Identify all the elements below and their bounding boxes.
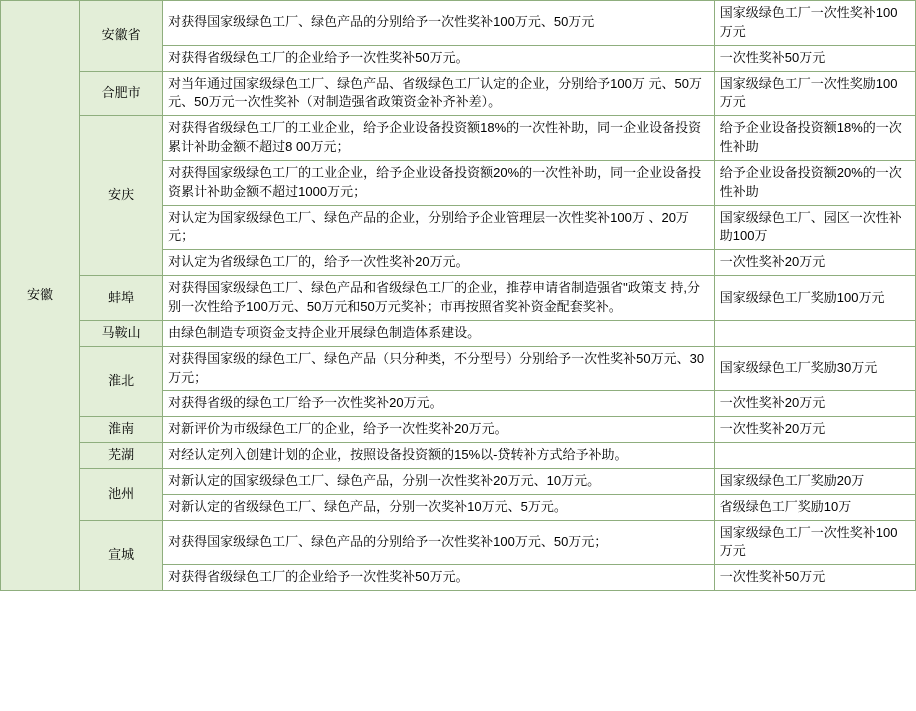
- summary-cell: 国家级绿色工厂一次性奖励100万元: [714, 71, 915, 116]
- table-row: [1, 417, 916, 443]
- city-cell: 宣城: [80, 520, 163, 591]
- summary-cell: 一次性奖补50万元: [714, 45, 915, 71]
- detail-cell: 对获得国家级绿色工厂、绿色产品和省级绿色工厂的企业，推荐申请省制造强省"政策支 持,分别一次性给予100万元、50万元和50万元奖补；市再按照省奖补资金配套奖补。: [163, 276, 715, 321]
- table-row: [1, 1, 916, 46]
- detail-cell: 对获得省级绿色工厂的企业给予一次性奖补50万元。: [163, 45, 715, 71]
- table-row: [1, 320, 916, 346]
- summary-cell: 一次性奖补20万元: [714, 417, 915, 443]
- detail-cell: 对获得省级的绿色工厂给予一次性奖补20万元。: [163, 391, 715, 417]
- detail-cell: 对认定为省级绿色工厂的，给予一次性奖补20万元。: [163, 250, 715, 276]
- summary-cell: 国家级绿色工厂一次性奖补100万元: [714, 520, 915, 565]
- detail-cell: 对新认定的国家级绿色工厂、绿色产品，分别一次性奖补20万元、10万元。: [163, 468, 715, 494]
- summary-cell: 省级绿色工厂奖励10万: [714, 494, 915, 520]
- summary-cell: 国家级绿色工厂奖励100万元: [714, 276, 915, 321]
- table-row: [1, 468, 916, 494]
- detail-cell: 对认定为国家级绿色工厂、绿色产品的企业，分别给予企业管理层一次性奖补100万 、20万元；: [163, 205, 715, 250]
- city-cell: 池州: [80, 468, 163, 520]
- summary-cell: 一次性奖补20万元: [714, 391, 915, 417]
- city-cell: 淮南: [80, 417, 163, 443]
- summary-cell: 国家级绿色工厂一次性奖补100万元: [714, 1, 915, 46]
- summary-cell: [714, 443, 915, 469]
- detail-cell: 由绿色制造专项资金支持企业开展绿色制造体系建设。: [163, 320, 715, 346]
- detail-cell: 对获得省级绿色工厂的企业给予一次性奖补50万元。: [163, 565, 715, 591]
- summary-cell: 给予企业设备投资额20%的一次性补助: [714, 160, 915, 205]
- table-row: [1, 116, 916, 161]
- summary-cell: 国家级绿色工厂奖励30万元: [714, 346, 915, 391]
- detail-cell: 对新评价为市级绿色工厂的企业，给予一次性奖补20万元。: [163, 417, 715, 443]
- detail-cell: 对当年通过国家级绿色工厂、绿色产品、省级绿色工厂认定的企业，分别给予100万 元、50万元、50万元一次性奖补（对制造强省政策资金补齐补差）。: [163, 71, 715, 116]
- province-cell: 安徽: [1, 1, 80, 591]
- table-row: [1, 443, 916, 469]
- city-cell: 合肥市: [80, 71, 163, 116]
- detail-cell: 对获得省级绿色工厂的工业企业，给予企业设备投资额18%的一次性补助，同一企业设备投资累计补助金额不超过8 00万元；: [163, 116, 715, 161]
- summary-cell: 国家级绿色工厂、园区一次性补助100万: [714, 205, 915, 250]
- city-cell: 芜湖: [80, 443, 163, 469]
- summary-cell: 国家级绿色工厂奖励20万: [714, 468, 915, 494]
- detail-cell: 对获得国家级绿色工厂、绿色产品的分别给予一次性奖补100万元、50万元: [163, 1, 715, 46]
- detail-cell: 对获得国家级绿色工厂的工业企业，给予企业设备投资额20%的一次性补助，同一企业设备投资累计补助金额不超过1000万元；: [163, 160, 715, 205]
- summary-cell: 一次性奖补50万元: [714, 565, 915, 591]
- summary-cell: 一次性奖补20万元: [714, 250, 915, 276]
- table-row: [1, 71, 916, 116]
- table-body: [1, 1, 916, 591]
- detail-cell: 对经认定列入创建计划的企业，按照设备投资额的15%以-贷转补方式给予补助。: [163, 443, 715, 469]
- detail-cell: 对获得国家级绿色工厂、绿色产品的分别给予一次性奖补100万元、50万元；: [163, 520, 715, 565]
- city-cell: 马鞍山: [80, 320, 163, 346]
- detail-cell: 对获得国家级的绿色工厂、绿色产品（只分种类，不分型号）分别给予一次性奖补50万元、30万元；: [163, 346, 715, 391]
- summary-cell: 给予企业设备投资额18%的一次性补助: [714, 116, 915, 161]
- city-cell: 淮北: [80, 346, 163, 417]
- table-row: [1, 520, 916, 565]
- city-cell: 安庆: [80, 116, 163, 276]
- city-cell: 蚌埠: [80, 276, 163, 321]
- detail-cell: 对新认定的省级绿色工厂、绿色产品，分别一次奖补10万元、5万元。: [163, 494, 715, 520]
- table-row: [1, 346, 916, 391]
- city-cell: 安徽省: [80, 1, 163, 72]
- table-row: [1, 276, 916, 321]
- summary-cell: [714, 320, 915, 346]
